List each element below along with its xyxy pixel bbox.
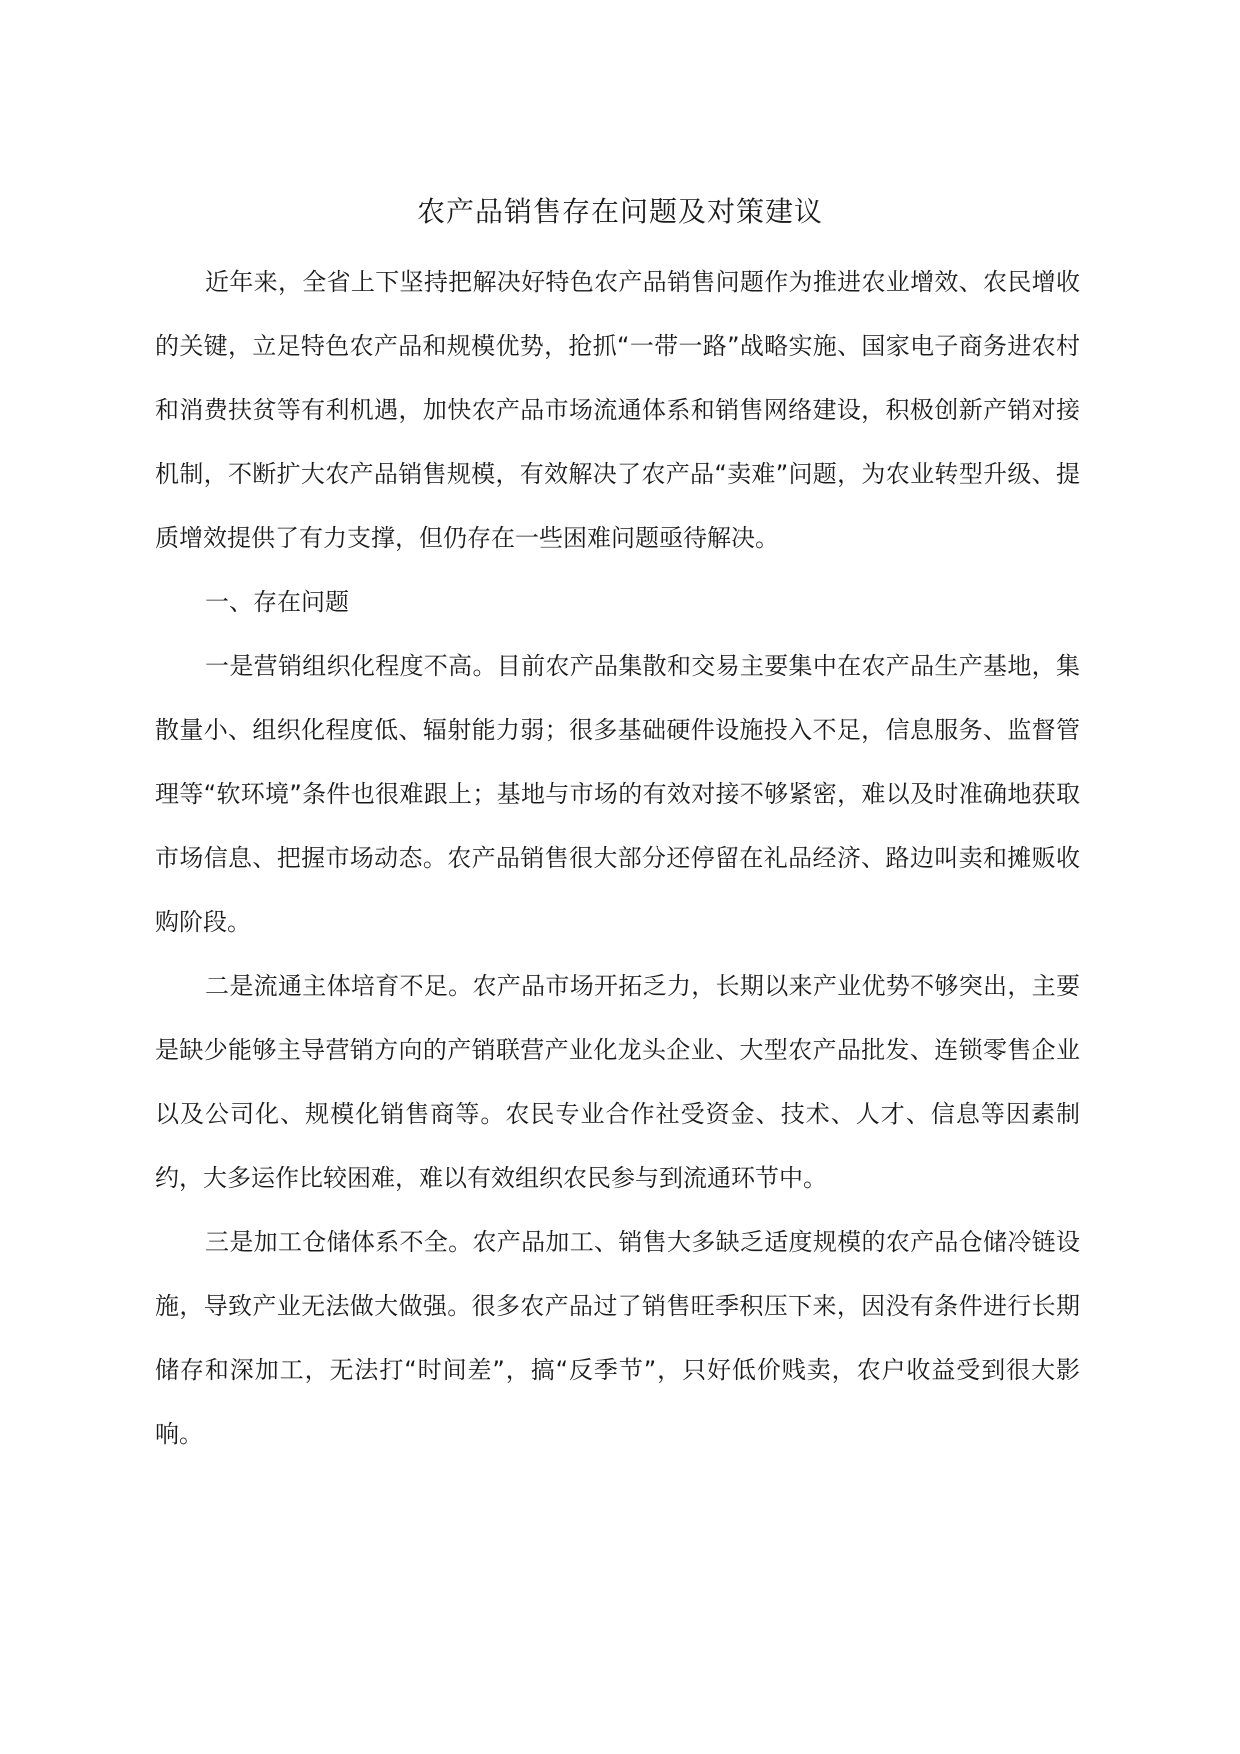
intro-paragraph: 近年来，全省上下坚持把解决好特色农产品销售问题作为推进农业增效、农民增收的关键，立足特色农产品和规模优势，抢抓“一带一路”战略实施、国家电子商务进农村和消费扶贫等有利机遇，加快农产品市场流通体系和销售网络建设，积极创新产销对接机制，不断扩大农产品销售规模，有效解决了农产品“卖难”问题，为农业转型升级、提质增效提供了有力支撑，但仍存在一些困难问题亟待解决。 <box>155 268 1080 552</box>
section-heading-problems: 一、存在问题 <box>205 588 349 616</box>
problem-paragraph-3: 三是加工仓储体系不全。农产品加工、销售大多缺乏适度规模的农产品仓储冷链设施，导致产业无法做大做强。很多农产品过了销售旺季积压下来，因没有条件进行长期储存和深加工，无法打“时间差”，搞“反季节”，只好低价贱卖，农户收益受到很大影响。 <box>155 1228 1080 1448</box>
document-body <box>155 250 1080 1466</box>
problem-paragraph-1: 一是营销组织化程度不高。目前农产品集散和交易主要集中在农产品生产基地，集散量小、组织化程度低、辐射能力弱；很多基础硬件设施投入不足，信息服务、监督管理等“软环境”条件也很难跟上；基地与市场的有效对接不够紧密，难以及时准确地获取市场信息、把握市场动态。农产品销售很大部分还停留在礼品经济、路边叫卖和摊贩收购阶段。 <box>155 652 1080 936</box>
document-title: 农产品销售存在问题及对策建议 <box>416 195 823 228</box>
problem-paragraph-2: 二是流通主体培育不足。农产品市场开拓乏力，长期以来产业优势不够突出，主要是缺少能够主导营销方向的产销联营产业化龙头企业、大型农产品批发、连锁零售企业以及公司化、规模化销售商等。农民专业合作社受资金、技术、人才、信息等因素制约，大多运作比较困难，难以有效组织农民参与到流通环节中。 <box>155 972 1080 1192</box>
